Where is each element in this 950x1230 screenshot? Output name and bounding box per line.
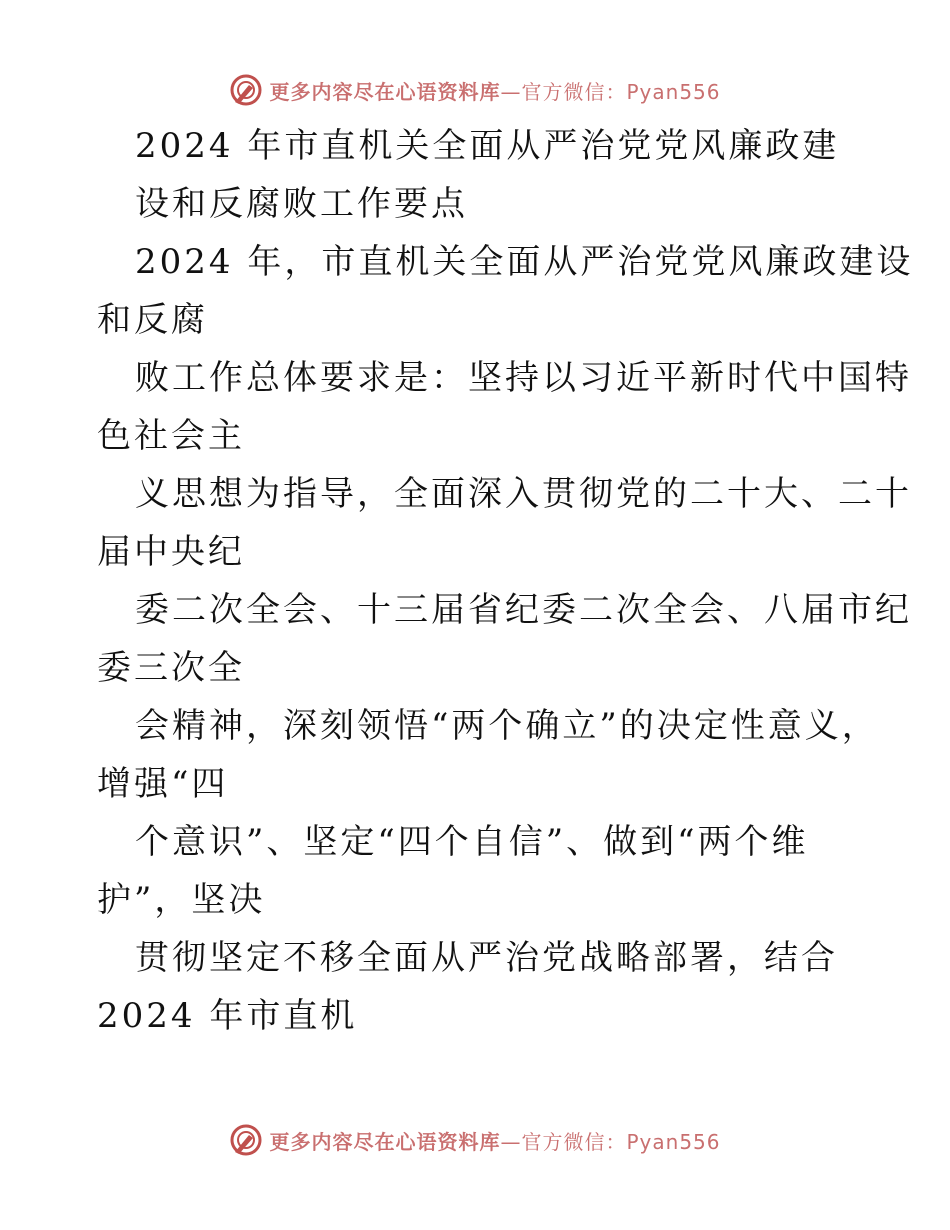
watermark-wechat-label: 官方微信：: [521, 79, 627, 104]
paragraph-line: 2024 年，市直机关全面从严治党党风廉政建设: [135, 242, 914, 282]
paragraph-line: 会精神，深刻领悟“两个确立”的决定性意义，: [135, 706, 879, 746]
document-title-line-2: 设和反腐败工作要点: [135, 184, 468, 224]
watermark-wechat-label: 官方微信：: [521, 1129, 627, 1154]
document-title-line-1: 2024 年市直机关全面从严治党党风廉政建: [135, 126, 840, 166]
watermark-brand: 更多内容尽在心语资料库: [269, 1129, 501, 1154]
paragraph-line: 委三次全: [97, 648, 245, 688]
pen-circle-logo-icon: [229, 73, 263, 107]
watermark-wechat-id: Pyan556: [626, 79, 721, 104]
top-watermark-banner: [0, 70, 950, 110]
watermark-brand: 更多内容尽在心语资料库: [269, 79, 501, 104]
paragraph-line: 和反腐: [97, 300, 208, 340]
watermark-separator: —: [500, 1129, 522, 1154]
watermark-text: [269, 1126, 720, 1155]
paragraph-line: 2024 年市直机: [97, 996, 358, 1036]
watermark-text: [269, 76, 720, 105]
pen-circle-logo-icon: [229, 1123, 263, 1157]
paragraph-line: 委二次全会、十三届省纪委二次全会、八届市纪: [135, 590, 912, 630]
bottom-watermark-banner: [0, 1120, 950, 1160]
paragraph-line: 败工作总体要求是：坚持以习近平新时代中国特: [135, 358, 912, 398]
paragraph-line: 届中央纪: [97, 532, 245, 572]
paragraph-line: 护”，坚决: [97, 880, 266, 920]
watermark-wechat-id: Pyan556: [626, 1129, 721, 1154]
paragraph-line: 义思想为指导，全面深入贯彻党的二十大、二十: [135, 474, 912, 514]
paragraph-line: 个意识”、坚定“四个自信”、做到“两个维: [135, 822, 809, 862]
watermark-separator: —: [500, 79, 522, 104]
paragraph-line: 色社会主: [97, 416, 245, 456]
paragraph-line: 增强“四: [97, 764, 229, 804]
paragraph-line: 贯彻坚定不移全面从严治党战略部署，结合: [135, 938, 838, 978]
